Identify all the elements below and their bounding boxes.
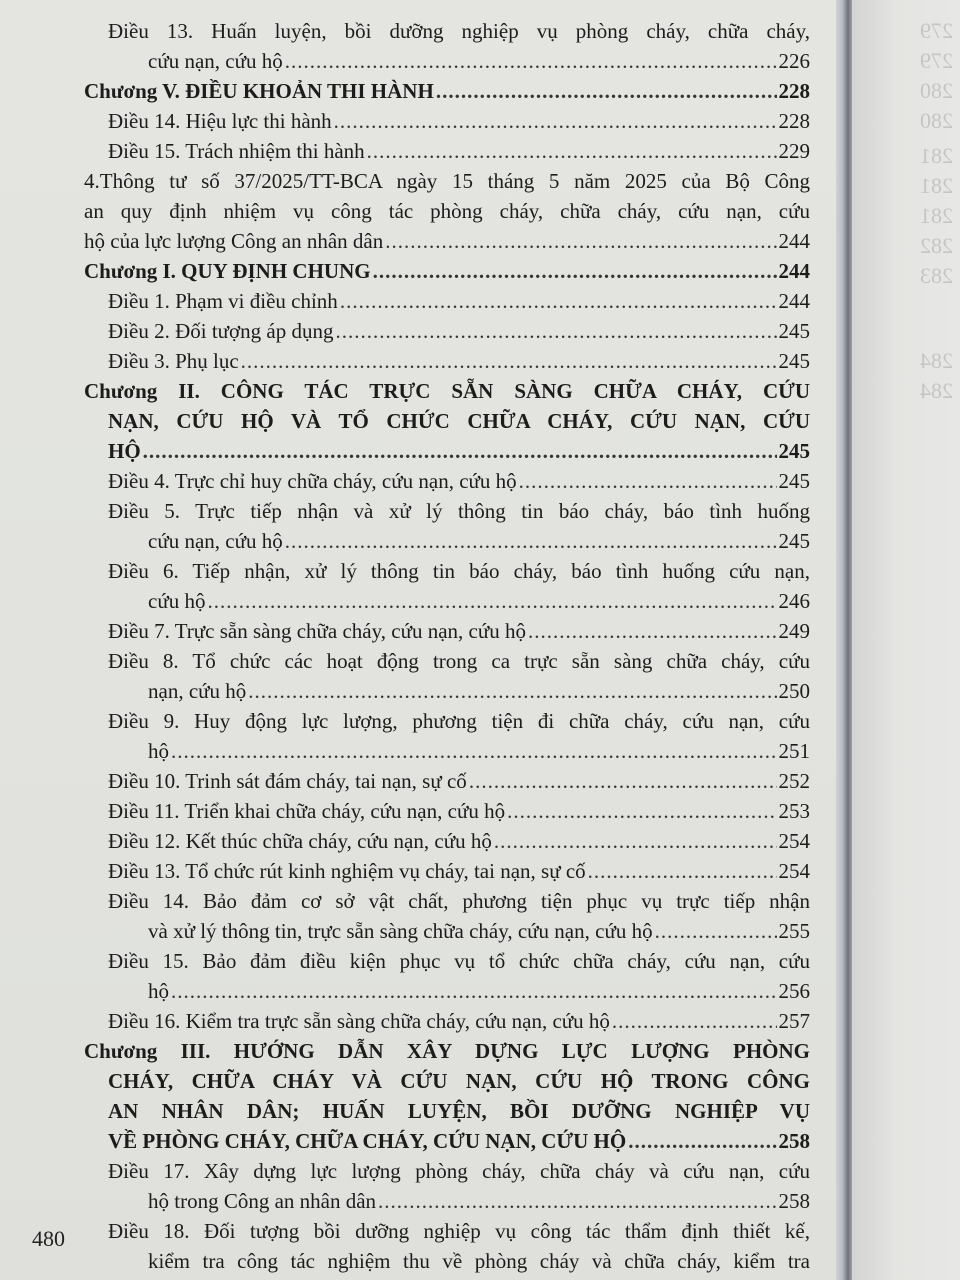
dot-leader bbox=[519, 466, 777, 496]
bleed-through-number: 283 bbox=[920, 263, 953, 288]
toc-entry-line bbox=[108, 496, 810, 526]
toc-page-number: 244 bbox=[778, 229, 810, 253]
toc-entry-line bbox=[108, 586, 810, 616]
toc-entry-title: kiểm tra công tác nghiệm thu về phòng cháy và chữa cháy, kiểm tra bbox=[148, 1249, 810, 1273]
toc-entry-article bbox=[84, 136, 810, 166]
toc-entry-line bbox=[108, 556, 810, 586]
toc-entry-title: Điều 15. Bảo đảm điều kiện phục vụ tổ chức chữa cháy, cứu nạn, cứu bbox=[108, 949, 810, 973]
bleed-through-number: 279 bbox=[920, 48, 953, 73]
dot-leader bbox=[528, 616, 777, 646]
toc-entry-title: Điều 2. Đối tượng áp dụng bbox=[108, 319, 334, 343]
toc-entry-title: Điều 8. Tổ chức các hoạt động trong ca trực sẵn sàng chữa cháy, cứu bbox=[108, 649, 810, 673]
toc-entry-title: hộ bbox=[148, 739, 169, 763]
toc-entry-line bbox=[108, 946, 810, 976]
toc-entry-line bbox=[84, 76, 810, 106]
dot-leader bbox=[373, 256, 777, 286]
toc-entry-line bbox=[108, 316, 810, 346]
toc-entry-line bbox=[108, 466, 810, 496]
bleed-through-number: 279 bbox=[920, 18, 953, 43]
dot-leader bbox=[367, 136, 777, 166]
toc-entry-article bbox=[84, 286, 810, 316]
toc-entry-article bbox=[84, 826, 810, 856]
toc-entry-article bbox=[84, 1006, 810, 1036]
toc-page-number: 228 bbox=[778, 79, 810, 103]
bleed-through-number: 280 bbox=[920, 78, 953, 103]
toc-entry-title: Thông tư số 37/2025/TT-BCA ngày 15 tháng 5 năm 2025 của Bộ Công bbox=[99, 169, 810, 193]
toc-entry-article bbox=[84, 766, 810, 796]
toc-entry-title: cứu hộ bbox=[148, 589, 206, 613]
facing-page-edge bbox=[852, 0, 960, 1280]
toc-entry-title: Điều 7. Trực sẵn sàng chữa cháy, cứu nạn, cứu hộ bbox=[108, 619, 526, 643]
toc-entry-line bbox=[108, 736, 810, 766]
toc-entry-line bbox=[84, 1096, 810, 1126]
toc-page-number: 246 bbox=[778, 589, 810, 613]
toc-entry-line bbox=[108, 1006, 810, 1036]
toc-entry-line bbox=[84, 256, 810, 286]
toc-entry-article bbox=[84, 316, 810, 346]
toc-entry-article bbox=[84, 1216, 810, 1276]
toc-entry-line bbox=[108, 16, 810, 46]
toc-entry-title: Điều 5. Trực tiếp nhận và xử lý thông tin báo cháy, báo tình huống bbox=[108, 499, 810, 523]
toc-entry-article bbox=[84, 946, 810, 1006]
toc-entry-line bbox=[108, 886, 810, 916]
toc-page-number: 245 bbox=[778, 319, 810, 343]
bleed-through-number: 281 bbox=[920, 143, 953, 168]
toc-entry-title: Điều 10. Trinh sát đám cháy, tai nạn, sự cố bbox=[108, 769, 467, 793]
toc-entry-article bbox=[84, 496, 810, 556]
dot-leader bbox=[285, 526, 777, 556]
toc-entry-title: hộ trong Công an nhân dân bbox=[148, 1189, 377, 1213]
dot-leader bbox=[334, 106, 777, 136]
toc-entry-title: Điều 17. Xây dựng lực lượng phòng cháy, chữa cháy và cứu nạn, cứu bbox=[108, 1159, 810, 1183]
toc-page-number: 250 bbox=[778, 679, 810, 703]
toc-entry-line bbox=[108, 46, 810, 76]
toc-entry-line bbox=[108, 1186, 810, 1216]
toc-entry-title: Điều 14. Bảo đảm cơ sở vật chất, phương tiện phục vụ trực tiếp nhận bbox=[108, 889, 810, 913]
toc-page-number: 245 bbox=[778, 529, 810, 553]
toc-entry-title: Chương I. QUY ĐỊNH CHUNG bbox=[84, 259, 371, 283]
dot-leader bbox=[285, 46, 777, 76]
toc-entry-title: Chương V. ĐIỀU KHOẢN THI HÀNH bbox=[84, 79, 434, 103]
toc-page-number: 249 bbox=[778, 619, 810, 643]
toc-entry-title: VỀ PHÒNG CHÁY, CHỮA CHÁY, CỨU NẠN, CỨU HỘ bbox=[108, 1129, 627, 1153]
toc-entry-line bbox=[84, 376, 810, 406]
toc-entry-title: Điều 1. Phạm vi điều chỉnh bbox=[108, 289, 338, 313]
toc-entry-chapter bbox=[84, 256, 810, 286]
toc-entry-title: cứu nạn, cứu hộ bbox=[148, 529, 283, 553]
toc-entry-article bbox=[84, 646, 810, 706]
toc-entry-article bbox=[84, 556, 810, 616]
toc-entry-title: hộ của lực lượng Công an nhân dân bbox=[84, 229, 384, 253]
dot-leader bbox=[143, 436, 777, 466]
toc-page-number: 257 bbox=[778, 1009, 810, 1033]
toc-entry-title: Điều 11. Triển khai chữa cháy, cứu nạn, cứu hộ bbox=[108, 799, 506, 823]
toc-entry-title: cứu nạn, cứu hộ bbox=[148, 49, 283, 73]
toc-entry-title: Điều 18. Đối tượng bồi dưỡng nghiệp vụ công tác thẩm định thiết kế, bbox=[108, 1219, 810, 1243]
toc-entry-title: HỘ bbox=[108, 439, 141, 463]
toc-entry-line bbox=[108, 1156, 810, 1186]
dot-leader bbox=[207, 586, 776, 616]
toc-page-number: 244 bbox=[778, 259, 810, 283]
toc-entry-title: và xử lý thông tin, trực sẵn sàng chữa cháy, cứu nạn, cứu hộ bbox=[148, 919, 653, 943]
toc-entry-article bbox=[84, 106, 810, 136]
toc-entry-title: Điều 3. Phụ lục bbox=[108, 349, 239, 373]
toc-entry-title: nạn, cứu hộ bbox=[148, 679, 247, 703]
bleed-through-number: 281 bbox=[920, 203, 953, 228]
toc-entry-title: an quy định nhiệm vụ công tác phòng cháy, chữa cháy, cứu nạn, cứu bbox=[84, 199, 810, 223]
book-spine bbox=[836, 0, 852, 1280]
toc-entry-title: Điều 15. Trách nhiệm thi hành bbox=[108, 139, 365, 163]
toc-entry-article bbox=[84, 16, 810, 76]
toc-entry-line bbox=[84, 1036, 810, 1066]
toc-page-number: 251 bbox=[778, 739, 810, 763]
bleed-through-number: 282 bbox=[920, 233, 953, 258]
toc-entry-line bbox=[84, 196, 810, 226]
toc-page-number: 245 bbox=[778, 349, 810, 373]
toc-entry-article bbox=[84, 706, 810, 766]
toc-page-number: 226 bbox=[778, 49, 810, 73]
table-of-contents bbox=[84, 16, 810, 1276]
toc-entry-line bbox=[108, 826, 810, 856]
dot-leader bbox=[171, 736, 777, 766]
toc-entry-line bbox=[84, 1066, 810, 1096]
toc-entry-line bbox=[108, 106, 810, 136]
toc-entry-title: Điều 4. Trực chỉ huy chữa cháy, cứu nạn, cứu hộ bbox=[108, 469, 517, 493]
toc-entry-title: Điều 9. Huy động lực lượng, phương tiện đi chữa cháy, cứu nạn, cứu bbox=[108, 709, 810, 733]
toc-entry-title: Chương III. HƯỚNG DẪN XÂY DỰNG LỰC LƯỢNG PHÒNG bbox=[84, 1039, 810, 1063]
dot-leader bbox=[335, 316, 776, 346]
toc-entry-line bbox=[108, 1216, 810, 1246]
bleed-through-number: 284 bbox=[920, 348, 953, 373]
toc-entry-article bbox=[84, 796, 810, 826]
dot-leader bbox=[628, 1126, 776, 1156]
page-number: 480 bbox=[32, 1226, 65, 1251]
toc-entry-title: hộ bbox=[148, 979, 169, 1003]
toc-page-number: 258 bbox=[778, 1129, 810, 1153]
dot-leader bbox=[655, 916, 777, 946]
toc-entry-line bbox=[108, 976, 810, 1006]
toc-entry-line bbox=[108, 706, 810, 736]
toc-entry-line bbox=[108, 916, 810, 946]
toc-entry-line bbox=[84, 226, 810, 256]
toc-page-number: 252 bbox=[778, 769, 810, 793]
bleed-through-number: 284 bbox=[920, 378, 953, 403]
toc-page-number: 255 bbox=[778, 919, 810, 943]
toc-entry-title: Chương II. CÔNG TÁC TRỰC SẴN SÀNG CHỮA CHÁY, CỨU bbox=[84, 379, 810, 403]
toc-entry-line bbox=[108, 136, 810, 166]
bleed-through-number: 281 bbox=[920, 173, 953, 198]
toc-entry-line bbox=[84, 406, 810, 436]
toc-entry-line bbox=[108, 1246, 810, 1276]
section-number: 4. bbox=[84, 169, 100, 193]
toc-entry-chapter bbox=[84, 376, 810, 466]
toc-entry-line bbox=[108, 856, 810, 886]
toc-page-number: 244 bbox=[778, 289, 810, 313]
toc-entry-title: CHÁY, CHỮA CHÁY VÀ CỨU NẠN, CỨU HỘ TRONG CÔNG bbox=[108, 1069, 810, 1093]
toc-entry-title: NẠN, CỨU HỘ VÀ TỔ CHỨC CHỮA CHÁY, CỨU NẠN, CỨU bbox=[108, 409, 810, 433]
toc-entry-line bbox=[108, 766, 810, 796]
toc-entry-article bbox=[84, 886, 810, 946]
toc-entry-article bbox=[84, 466, 810, 496]
toc-entry-document bbox=[84, 166, 810, 256]
toc-entry-line bbox=[108, 646, 810, 676]
toc-entry-line bbox=[108, 796, 810, 826]
toc-entry-line bbox=[84, 1126, 810, 1156]
dot-leader bbox=[588, 856, 777, 886]
toc-entry-article bbox=[84, 1156, 810, 1216]
toc-page-number: 258 bbox=[778, 1189, 810, 1213]
toc-entry-line bbox=[84, 166, 810, 196]
toc-page-number: 254 bbox=[778, 829, 810, 853]
dot-leader bbox=[612, 1006, 777, 1036]
toc-entry-chapter bbox=[84, 1036, 810, 1156]
toc-entry-article bbox=[84, 616, 810, 646]
toc-entry-title: Điều 13. Tổ chức rút kinh nghiệm vụ cháy, tai nạn, sự cố bbox=[108, 859, 586, 883]
toc-entry-title: Điều 6. Tiếp nhận, xử lý thông tin báo cháy, báo tình huống cứu nạn, bbox=[108, 559, 810, 583]
dot-leader bbox=[340, 286, 777, 316]
dot-leader bbox=[378, 1186, 776, 1216]
bleed-through-number: 280 bbox=[920, 108, 953, 133]
toc-entry-title: Điều 14. Hiệu lực thi hành bbox=[108, 109, 332, 133]
toc-page-number: 229 bbox=[778, 139, 810, 163]
toc-entry-line bbox=[108, 676, 810, 706]
toc-page-number: 254 bbox=[778, 859, 810, 883]
dot-leader bbox=[507, 796, 776, 826]
toc-page-number: 228 bbox=[778, 109, 810, 133]
toc-entry-title: Điều 12. Kết thúc chữa cháy, cứu nạn, cứu hộ bbox=[108, 829, 492, 853]
dot-leader bbox=[241, 346, 777, 376]
toc-entry-line bbox=[108, 286, 810, 316]
toc-entry-line bbox=[108, 616, 810, 646]
dot-leader bbox=[171, 976, 777, 1006]
dot-leader bbox=[469, 766, 777, 796]
toc-page-number: 245 bbox=[778, 469, 810, 493]
dot-leader bbox=[385, 226, 776, 256]
dot-leader bbox=[436, 76, 777, 106]
toc-entry-chapter bbox=[84, 76, 810, 106]
toc-entry-article bbox=[84, 346, 810, 376]
toc-entry-line bbox=[84, 436, 810, 466]
toc-page-number: 245 bbox=[778, 439, 810, 463]
dot-leader bbox=[248, 676, 776, 706]
toc-entry-article bbox=[84, 856, 810, 886]
toc-page-number: 256 bbox=[778, 979, 810, 1003]
toc-entry-title: Điều 13. Huấn luyện, bồi dưỡng nghiệp vụ phòng cháy, chữa cháy, bbox=[108, 19, 810, 43]
toc-entry-line bbox=[108, 346, 810, 376]
toc-entry-title: AN NHÂN DÂN; HUẤN LUYỆN, BỒI DƯỠNG NGHIỆP VỤ bbox=[108, 1099, 810, 1123]
toc-page-number: 253 bbox=[778, 799, 810, 823]
toc-entry-line bbox=[108, 526, 810, 556]
toc-entry-title: Điều 16. Kiểm tra trực sẵn sàng chữa cháy, cứu nạn, cứu hộ bbox=[108, 1009, 610, 1033]
dot-leader bbox=[494, 826, 777, 856]
